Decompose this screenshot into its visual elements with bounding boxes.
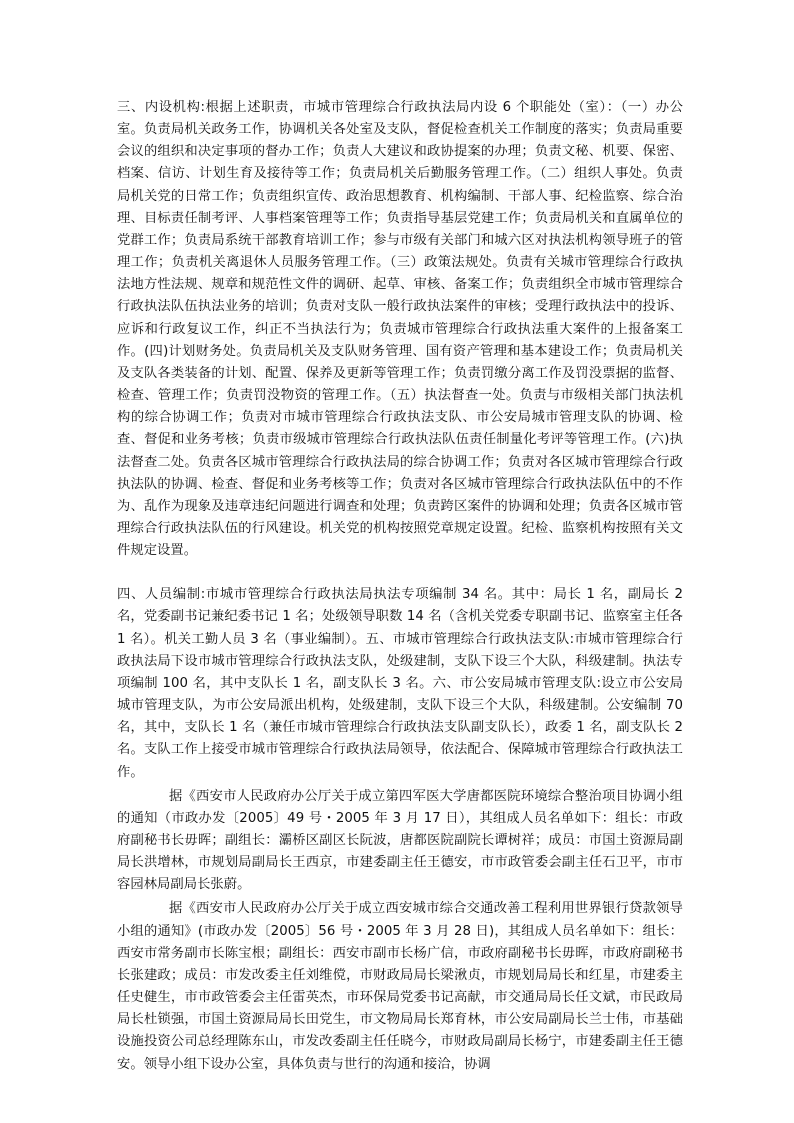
paragraph-staffing: 四、人员编制:市城市管理综合行政执法局执法专项编制 34 名。其中：局长 1 名，副局长 2 名，党委副书记兼纪委书记 1 名；处级领导职数 14 名（含机关党委专职副书记、监察室主任各 1 名）。机关工勤人员 3 名（事业编制）。五、市城市管理综合行政执法支队:市城市管理综合行政执法局下设市城市管理综合行政执法支队，处级建制，支队下设三个大队，科级建制。执法专项编制 100 名，其中支队长 1 名，副支队长 3 名。六、市公安局城市管理支队:设立市公安局城市管理支队，为市公安局派出机构，处级建制，支队下设三个大队，科级建制。公安编制 70 名，其中，支队长 1 名（兼任市城市管理综合行政执法支队副支队长），政委 1 名，副支队长 2 名。支队工作上接受市城市管理综合行政执法局领导，依法配合、保障城市管理综合行政执法工作。 (117, 587, 683, 780)
paragraph-world-bank-group: 据《西安市人民政府办公厅关于成立西安城市综合交通改善工程利用世界银行贷款领导小组的通知》(市政办发〔2005〕56 号・2005 年 3 月 28 日)，其组成人员名单如下：组长：西安市常务副市长陈宝根；副组长：西安市副市长杨广信，市政府副秘书长毋晖，市政府副秘书长张建政；成员：市发改委主任刘维傥，市财政局局长梁湫贞，市规划局局长和红星，市建委主任史健生，市市政管委会主任雷英杰，市环保局党委书记高献，市交通局局长任文斌，市民政局局长杜锁强，市国土资源局局长田党生，市文物局局长郑育林，市公安局副局长兰士伟，市基础设施投资公司总经理陈东山，市发改委副主任任晓今，市财政局副局长杨宁，市建委副主任王德安。领导小组下设办公室，具体负责与世行的沟通和接洽，协调 (117, 901, 683, 1072)
paragraph-tangdu-hospital-group: 据《西安市人民政府办公厅关于成立第四军医大学唐都医院环境综合整治项目协调小组的通知（市政办发〔2005〕49 号・2005 年 3 月 17 日），其组成人员名单如下：组长：市政府副秘书长毋晖；副组长：灞桥区副区长阮波，唐都医院副院长谭树祥；成员：市国土资源局副局长洪增林，市规划局副局长王西京，市建委副主任王德安，市市政管委会副主任石卫平，市市容园林局副局长张蔚。 (117, 788, 683, 893)
paragraph-internal-organization: 三、内设机构:根据上述职责，市城市管理综合行政执法局内设 6 个职能处（室）：（一）办公室。负责局机关政务工作，协调机关各处室及支队，督促检查机关工作制度的落实；负责局重要会议的组织和决定事项的督办工作；负责人大建议和政协提案的办理；负责文秘、机要、保密、档案、信访、计划生育及接待等工作；负责局机关后勤服务管理工作。（二）组织人事处。负责局机关党的日常工作；负责组织宣传、政治思想教育、机构编制、干部人事、纪检监察、综合治理、目标责任制考评、人事档案管理等工作；负责指导基层党建工作；负责局机关和直属单位的党群工作；负责局系统干部教育培训工作；参与市级有关部门和城六区对执法机构领导班子的管理工作；负责机关离退休人员服务管理工作。（三）政策法规处。负责有关城市管理综合行政执法地方性法规、规章和规范性文件的调研、起草、审核、备案工作；负责组织全市城市管理综合行政执法队伍执法业务的培训；负责对支队一般行政执法案件的审核；受理行政执法中的投诉、应诉和行政复议工作，纠正不当执法行为；负责城市管理综合行政执法重大案件的上报备案工作。(四)计划财务处。负责局机关及支队财务管理、国有资产管理和基本建设工作；负责局机关及支队各类装备的计划、配置、保养及更新等管理工作；负责罚缴分离工作及罚没票据的监督、检查、管理工作；负责罚没物资的管理工作。（五）执法督查一处。负责与市级相关部门执法机构的综合协调工作；负责对市城市管理综合行政执法支队、市公安局城市管理支队的协调、检查、督促和业务考核；负责市级城市管理综合行政执法队伍责任制量化考评等管理工作。(六)执法督查二处。负责各区城市管理综合行政执法局的综合协调工作；负责对各区城市管理综合行政执法队的协调、检查、督促和业务考核等工作；负责对各区城市管理综合行政执法队伍中的不作为、乱作为现象及违章违纪问题进行调查和处理；负责跨区案件的协调和处理；负责各区城市管理综合行政执法队伍的行风建设。机关党的机构按照党章规定设置。纪检、监察机构按照有关文件规定设置。 (117, 100, 683, 559)
paragraph-spacer (117, 562, 683, 584)
document-page (117, 97, 683, 1076)
